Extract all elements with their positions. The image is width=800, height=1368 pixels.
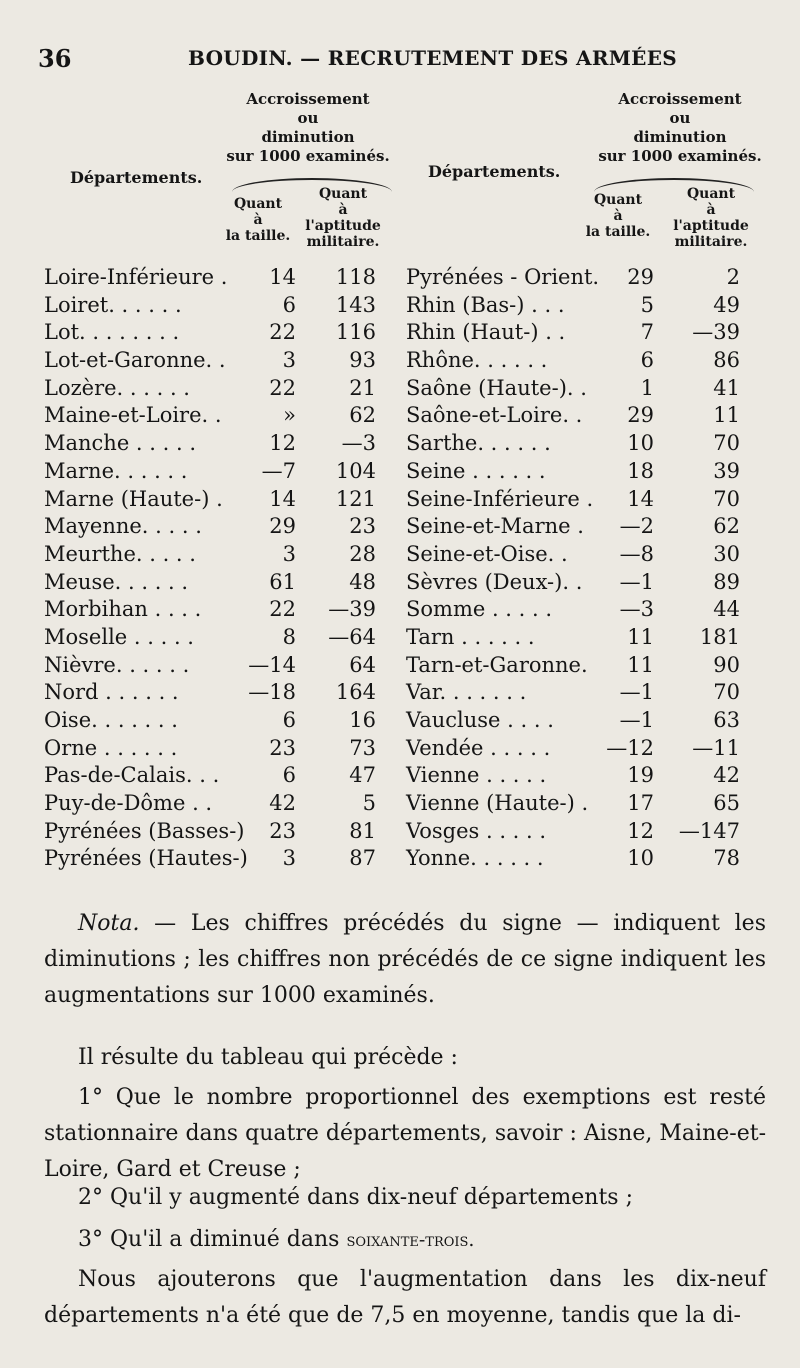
department-name: Tarn . . . . . . bbox=[406, 624, 535, 649]
taille-value: 14 bbox=[269, 486, 296, 511]
aptitude-value: 118 bbox=[335, 265, 376, 289]
department-name: Pas-de-Calais. . . bbox=[44, 763, 220, 788]
department-name: Lot. . . . . . . . bbox=[44, 320, 180, 345]
department-name: Somme . . . . . bbox=[406, 597, 553, 622]
col-header-line: militaire. bbox=[306, 234, 380, 250]
taille-value: 18 bbox=[627, 458, 654, 483]
col-header-line: la taille. bbox=[225, 228, 291, 244]
department-name: Moselle . . . . . bbox=[44, 624, 194, 649]
taille-value: —7 bbox=[261, 458, 296, 483]
body-paragraph: 2° Qu'il y augmenté dans dix-neuf départements ; bbox=[78, 1185, 633, 1210]
department-name: Lot-et-Garonne. . bbox=[44, 348, 226, 373]
taille-value: 12 bbox=[269, 431, 296, 456]
col-header-line: Quant bbox=[686, 186, 736, 202]
taille-value: 14 bbox=[269, 265, 296, 289]
taille-value: 10 bbox=[627, 846, 654, 871]
taille-value: 22 bbox=[269, 320, 296, 345]
department-name: Rhin (Bas-) . . . bbox=[406, 292, 565, 317]
aptitude-value: 78 bbox=[713, 846, 740, 871]
table-row bbox=[0, 513, 800, 541]
aptitude-value: 89 bbox=[713, 569, 740, 594]
taille-value: » bbox=[283, 403, 296, 428]
taille-value: 6 bbox=[282, 292, 296, 317]
taille-value: —12 bbox=[606, 735, 654, 760]
taille-value: —1 bbox=[619, 680, 654, 705]
aptitude-value: 44 bbox=[713, 597, 740, 622]
running-title: BOUDIN. — RECRUTEMENT DES ARMÉES bbox=[188, 46, 678, 70]
aptitude-value: 70 bbox=[713, 680, 740, 705]
p4-small-caps: soixante-trois. bbox=[346, 1229, 475, 1251]
department-name: Tarn-et-Garonne. bbox=[406, 652, 588, 677]
taille-value: 3 bbox=[282, 541, 296, 566]
department-name: Sarthe. . . . . . bbox=[406, 431, 551, 456]
taille-value: 14 bbox=[627, 486, 654, 511]
col-header-line: à bbox=[253, 212, 263, 228]
group-label-line: sur 1000 examinés. bbox=[226, 147, 390, 165]
aptitude-value: 2 bbox=[726, 265, 740, 289]
taille-value: 5 bbox=[640, 292, 654, 317]
col-header-line: la taille. bbox=[585, 224, 651, 240]
aptitude-value: 87 bbox=[349, 846, 376, 871]
right-col-taille-header bbox=[582, 192, 654, 240]
taille-value: —3 bbox=[619, 597, 654, 622]
department-name: Oise. . . . . . . bbox=[44, 708, 178, 732]
department-name: Vienne . . . . . bbox=[406, 763, 547, 788]
department-name: Puy-de-Dôme . . bbox=[44, 791, 213, 816]
nota-paragraph bbox=[44, 906, 766, 1014]
aptitude-value: 65 bbox=[713, 791, 740, 816]
table-row bbox=[0, 596, 800, 624]
table-row bbox=[0, 735, 800, 763]
aptitude-value: 62 bbox=[349, 403, 376, 428]
taille-value: 10 bbox=[627, 431, 654, 456]
taille-value: 42 bbox=[269, 791, 296, 816]
col-header-line: militaire. bbox=[674, 234, 748, 250]
taille-value: —1 bbox=[619, 708, 654, 732]
department-name: Loiret. . . . . . bbox=[44, 292, 182, 317]
department-name: Vaucluse . . . . bbox=[406, 708, 554, 732]
taille-value: —1 bbox=[619, 569, 654, 594]
group-label-line: Accroissement bbox=[618, 90, 742, 108]
group-label-line: Accroissement bbox=[246, 90, 370, 108]
department-name: Mayenne. . . . . bbox=[44, 514, 202, 539]
nota-text: — Les chiffres précédés du signe — indiquent les diminutions ; les chiffres non précédés de ce signe indiquent les augmentations sur 1000 examinés. bbox=[44, 911, 766, 1008]
taille-value: 3 bbox=[282, 348, 296, 373]
aptitude-value: 11 bbox=[713, 403, 740, 428]
department-name: Var. . . . . . . bbox=[406, 680, 527, 705]
table-row bbox=[0, 762, 800, 790]
aptitude-value: 64 bbox=[349, 652, 376, 677]
table-row bbox=[0, 458, 800, 486]
taille-value: 1 bbox=[640, 375, 654, 400]
department-name: Maine-et-Loire. . bbox=[44, 403, 222, 428]
taille-value: 6 bbox=[282, 708, 296, 732]
aptitude-value: 116 bbox=[335, 320, 376, 345]
aptitude-value: 30 bbox=[713, 541, 740, 566]
department-name: Seine . . . . . . bbox=[406, 458, 546, 483]
aptitude-value: 164 bbox=[335, 680, 376, 705]
table-row bbox=[0, 818, 800, 846]
department-name: Marne (Haute-) . bbox=[44, 486, 223, 511]
taille-value: 3 bbox=[282, 846, 296, 871]
table-row bbox=[0, 569, 800, 597]
aptitude-value: 63 bbox=[713, 708, 740, 732]
group-label-line: ou bbox=[297, 109, 319, 127]
department-name: Vosges . . . . . bbox=[406, 818, 547, 843]
taille-value: 11 bbox=[627, 624, 654, 649]
aptitude-value: —147 bbox=[678, 818, 740, 843]
taille-value: 12 bbox=[627, 818, 654, 843]
col-header-line: Quant bbox=[233, 196, 283, 212]
taille-value: 11 bbox=[627, 652, 654, 677]
aptitude-value: 143 bbox=[335, 292, 376, 317]
col-header-line: l'aptitude bbox=[305, 218, 381, 234]
taille-value: 29 bbox=[627, 265, 654, 289]
department-name: Seine-Inférieure . bbox=[406, 486, 594, 511]
taille-value: 6 bbox=[640, 348, 654, 373]
group-label-line: ou bbox=[669, 109, 691, 127]
body-paragraph: 1° Que le nombre proportionnel des exemptions est resté stationnaire dans quatre départements, savoir : Aisne, Maine-et-Loire, Gard et Creuse ; bbox=[44, 1085, 766, 1182]
aptitude-value: 39 bbox=[713, 458, 740, 483]
department-name: Meuse. . . . . . bbox=[44, 569, 189, 594]
aptitude-value: 73 bbox=[349, 735, 376, 760]
taille-value: 29 bbox=[627, 403, 654, 428]
department-name: Sèvres (Deux-). . bbox=[406, 569, 583, 594]
aptitude-value: —3 bbox=[341, 431, 376, 456]
department-name: Nord . . . . . . bbox=[44, 680, 179, 705]
right-group-label bbox=[590, 90, 770, 166]
department-name: Yonne. . . . . . bbox=[406, 846, 544, 871]
taille-value: 22 bbox=[269, 375, 296, 400]
left-col-taille-header bbox=[222, 196, 294, 244]
left-group-label bbox=[218, 90, 398, 166]
table-row bbox=[0, 319, 800, 347]
col-header-line: à bbox=[338, 202, 348, 218]
aptitude-value: 28 bbox=[349, 541, 376, 566]
nota-label: Nota. bbox=[78, 911, 140, 936]
aptitude-value: 23 bbox=[349, 514, 376, 539]
taille-value: —8 bbox=[619, 541, 654, 566]
department-name: Morbihan . . . . bbox=[44, 597, 202, 622]
department-name: Rhin (Haut-) . . bbox=[406, 320, 566, 345]
left-dept-header: Départements. bbox=[70, 168, 203, 187]
department-name: Meurthe. . . . . bbox=[44, 541, 196, 566]
body-paragraph: Il résulte du tableau qui précède : bbox=[78, 1045, 458, 1070]
aptitude-value: 41 bbox=[713, 375, 740, 400]
department-name: Seine-et-Oise. . bbox=[406, 541, 568, 566]
taille-value: 61 bbox=[269, 569, 296, 594]
department-name: Pyrénées - Orient. bbox=[406, 265, 600, 289]
table-row bbox=[0, 541, 800, 569]
table-row bbox=[0, 707, 800, 735]
department-name: Nièvre. . . . . . bbox=[44, 652, 190, 677]
table-row bbox=[0, 790, 800, 818]
taille-value: 23 bbox=[269, 735, 296, 760]
department-name: Saône-et-Loire. . bbox=[406, 403, 583, 428]
aptitude-value: 81 bbox=[349, 818, 376, 843]
aptitude-value: 5 bbox=[362, 791, 376, 816]
taille-value: 8 bbox=[282, 624, 296, 649]
aptitude-value: 104 bbox=[335, 458, 376, 483]
taille-value: 17 bbox=[627, 791, 654, 816]
aptitude-value: 48 bbox=[349, 569, 376, 594]
col-header-line: à bbox=[613, 208, 623, 224]
aptitude-value: 21 bbox=[349, 375, 376, 400]
taille-value: —14 bbox=[248, 652, 296, 677]
aptitude-value: 70 bbox=[713, 431, 740, 456]
department-name: Saône (Haute-). . bbox=[406, 375, 587, 400]
table-row bbox=[0, 652, 800, 680]
page-number: 36 bbox=[38, 44, 72, 73]
col-header-line: Quant bbox=[318, 186, 368, 202]
aptitude-value: 47 bbox=[349, 763, 376, 788]
right-dept-header: Départements. bbox=[428, 162, 561, 181]
aptitude-value: 181 bbox=[699, 624, 740, 649]
aptitude-value: —39 bbox=[692, 320, 740, 345]
table-row bbox=[0, 375, 800, 403]
aptitude-value: 86 bbox=[713, 348, 740, 373]
department-name: Manche . . . . . bbox=[44, 431, 197, 456]
department-name: Marne. . . . . . bbox=[44, 458, 188, 483]
table-row bbox=[0, 679, 800, 707]
taille-value: 19 bbox=[627, 763, 654, 788]
aptitude-value: 49 bbox=[713, 292, 740, 317]
department-name: Orne . . . . . . bbox=[44, 735, 178, 760]
aptitude-value: 62 bbox=[713, 514, 740, 539]
department-name: Loire-Inférieure . bbox=[44, 265, 228, 289]
aptitude-value: 70 bbox=[713, 486, 740, 511]
taille-value: —2 bbox=[619, 514, 654, 539]
aptitude-value: 121 bbox=[335, 486, 376, 511]
table-row bbox=[0, 430, 800, 458]
department-name: Pyrénées (Hautes-) bbox=[44, 846, 248, 871]
taille-value: 22 bbox=[269, 597, 296, 622]
table-row bbox=[0, 486, 800, 514]
body-paragraph bbox=[44, 1222, 766, 1258]
aptitude-value: 90 bbox=[713, 652, 740, 677]
group-label-line: diminution bbox=[633, 128, 727, 146]
department-name: Vienne (Haute-) . bbox=[406, 791, 589, 816]
department-name: Seine-et-Marne . bbox=[406, 514, 584, 539]
taille-value: —18 bbox=[248, 680, 296, 705]
body-paragraph: Nous ajouterons que l'augmentation dans les dix-neuf départements n'a été que de 7,5 en moyenne, tandis que la di- bbox=[44, 1267, 766, 1328]
taille-value: 7 bbox=[640, 320, 654, 345]
group-label-line: sur 1000 examinés. bbox=[598, 147, 762, 165]
taille-value: 29 bbox=[269, 514, 296, 539]
col-header-line: l'aptitude bbox=[673, 218, 749, 234]
table-row bbox=[0, 264, 800, 292]
department-name: Vendée . . . . . bbox=[406, 735, 551, 760]
department-name: Rhône. . . . . . bbox=[406, 348, 548, 373]
department-name: Lozère. . . . . . bbox=[44, 375, 190, 400]
aptitude-value: 93 bbox=[349, 348, 376, 373]
aptitude-value: 42 bbox=[713, 763, 740, 788]
department-name: Pyrénées (Basses-) bbox=[44, 818, 245, 843]
table-row bbox=[0, 402, 800, 430]
col-header-line: à bbox=[706, 202, 716, 218]
aptitude-value: —39 bbox=[328, 597, 376, 622]
group-label-line: diminution bbox=[261, 128, 355, 146]
aptitude-value: —64 bbox=[328, 624, 376, 649]
taille-value: 6 bbox=[282, 763, 296, 788]
p4-prefix: 3° Qu'il a diminué dans bbox=[78, 1227, 347, 1252]
left-col-aptitude-header bbox=[298, 186, 388, 250]
aptitude-value: 16 bbox=[349, 708, 376, 732]
taille-value: 23 bbox=[269, 818, 296, 843]
department-table bbox=[0, 264, 800, 873]
aptitude-value: —11 bbox=[692, 735, 740, 760]
table-row bbox=[0, 292, 800, 320]
col-header-line: Quant bbox=[593, 192, 643, 208]
table-row bbox=[0, 347, 800, 375]
table-row bbox=[0, 845, 800, 873]
table-row bbox=[0, 624, 800, 652]
right-col-aptitude-header bbox=[662, 186, 760, 250]
